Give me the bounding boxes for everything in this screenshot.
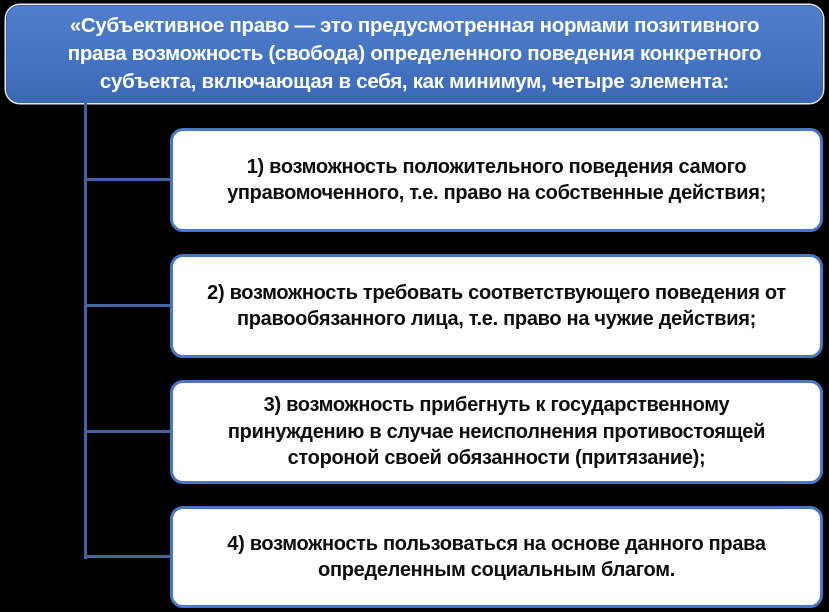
element-text-2: 2) возможность требовать соответствующего поведения от правообязанного лица, т.е. право на чужие действия; [207, 281, 786, 330]
connector-trunk-line [84, 103, 87, 559]
connector-branch-4 [84, 555, 172, 558]
element-text-1: 1) возможность положительного поведения самого управомоченного, т.е. право на собственные действия; [227, 155, 766, 204]
root-definition-text: «Субъективное право — это предусмотренная нормами позитивного права возможность (свобода) определенного поведения конкретного субъекта, включающая в себя, как минимум, четыре элемента: [67, 13, 762, 94]
element-box-1 [170, 128, 823, 232]
element-text-4: 4) возможность пользоваться на основе данного права определенным социальным благом. [227, 532, 766, 581]
connector-branch-1 [84, 178, 172, 181]
connector-branch-3 [84, 430, 172, 433]
root-definition-box [6, 5, 823, 103]
element-box-3 [170, 380, 823, 484]
element-text-3: 3) возможность прибегнуть к государственному принуждению в случае неисполнения противостоящей стороной своей обязанности (притязание); [227, 394, 766, 470]
element-box-4 [170, 506, 823, 608]
element-box-2 [170, 254, 823, 358]
connector-branch-2 [84, 304, 172, 307]
